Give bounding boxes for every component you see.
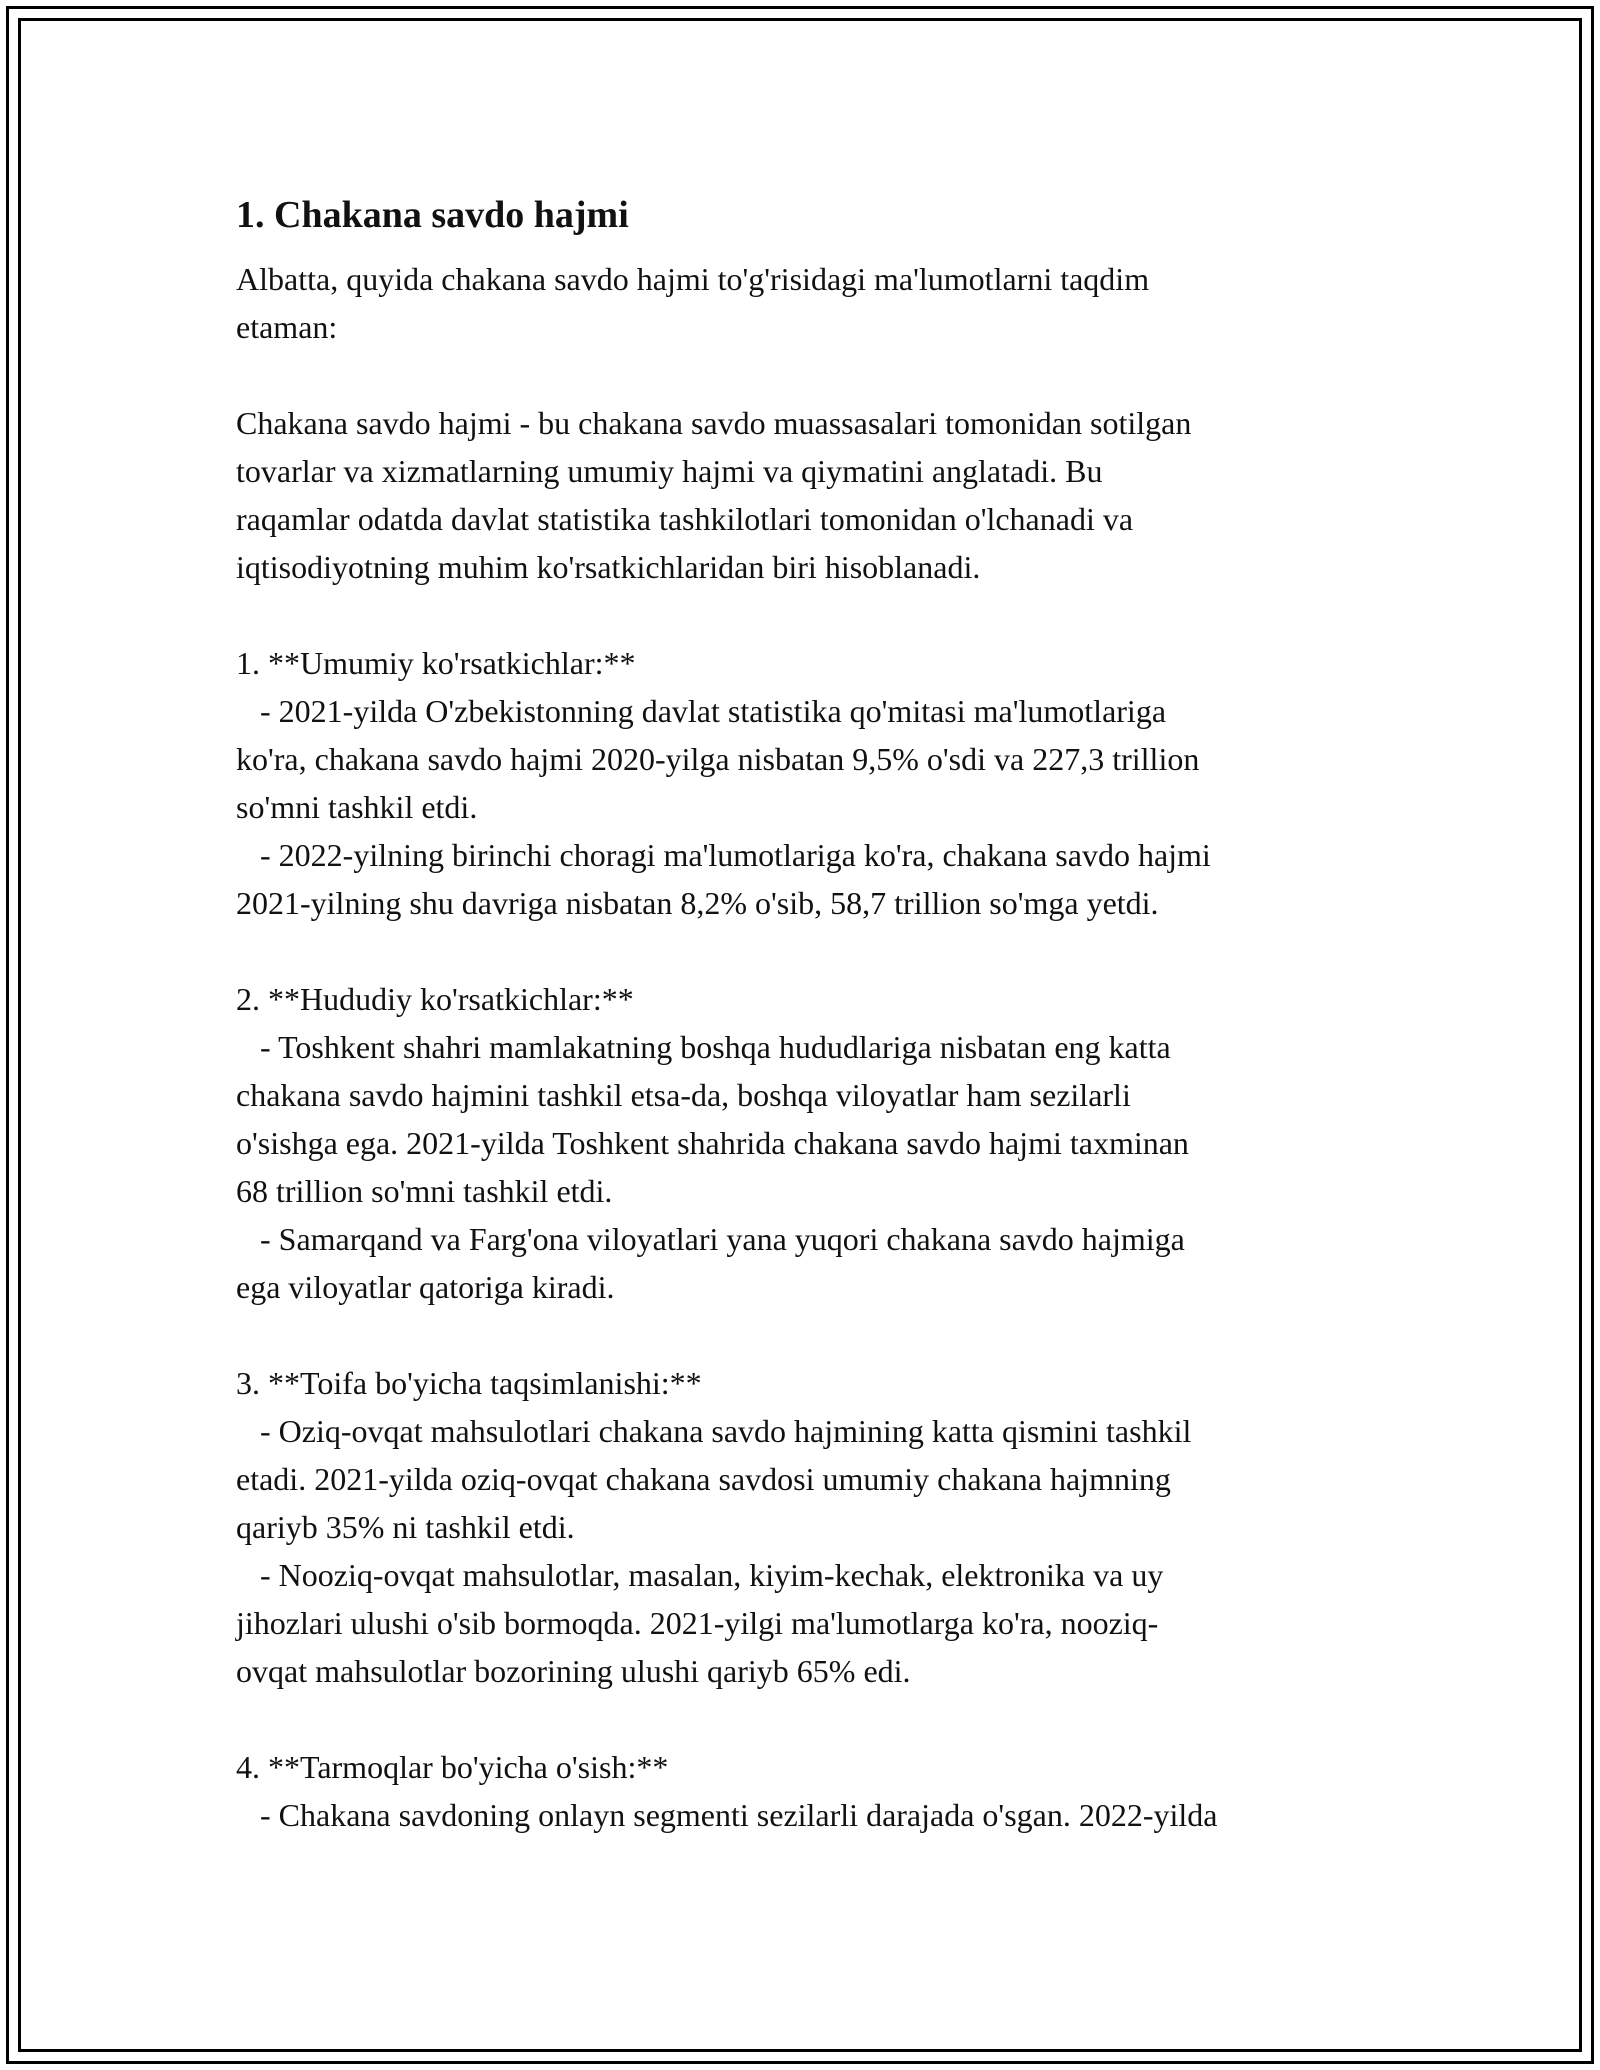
text-line: o'sishga ega. 2021-yilda Toshkent shahrida chakana savdo hajmi taxminan [236,1125,1189,1161]
text-line: 2. **Hududiy ko'rsatkichlar:** [236,981,634,1017]
text-line: iqtisodiyotning muhim ko'rsatkichlaridan biri hisoblanadi. [236,549,981,585]
text-line: - 2022-yilning birinchi choragi ma'lumotlariga ko'ra, chakana savdo hajmi [236,837,1211,873]
text-line: qariyb 35% ni tashkil etdi. [236,1509,575,1545]
text-line [236,351,1386,399]
text-line: 2021-yilning shu davriga nisbatan 8,2% o'sib, 58,7 trillion so'mga yetdi. [236,885,1159,921]
document-body [236,183,1386,1839]
text-line: etaman: [236,309,338,345]
text-line: - Samarqand va Farg'ona viloyatlari yana yuqori chakana savdo hajmiga [236,1221,1185,1257]
text-line: 1. **Umumiy ko'rsatkichlar:** [236,645,636,681]
text-line: - Chakana savdoning onlayn segmenti sezilarli darajada o'sgan. 2022-yilda [236,1797,1218,1833]
text-line: - Toshkent shahri mamlakatning boshqa hududlariga nisbatan eng katta [236,1029,1171,1065]
text-line [236,1695,1386,1743]
text-line: jihozlari ulushi o'sib bormoqda. 2021-yilgi ma'lumotlarga ko'ra, nooziq- [236,1605,1159,1641]
text-line: Chakana savdo hajmi - bu chakana savdo muassasalari tomonidan sotilgan [236,405,1192,441]
text-line: ega viloyatlar qatoriga kiradi. [236,1269,615,1305]
document-title: 1. Chakana savdo hajmi [236,194,629,236]
text-line: 3. **Toifa bo'yicha taqsimlanishi:** [236,1365,702,1401]
text-line: - 2021-yilda O'zbekistonning davlat statistika qo'mitasi ma'lumotlariga [236,693,1167,729]
text-line: 4. **Tarmoqlar bo'yicha o'sish:** [236,1749,669,1785]
text-line [236,1311,1386,1359]
text-line: ovqat mahsulotlar bozorining ulushi qariyb 65% edi. [236,1653,911,1689]
text-line: chakana savdo hajmini tashkil etsa-da, boshqa viloyatlar ham sezilarli [236,1077,1131,1113]
text-line: - Oziq-ovqat mahsulotlari chakana savdo hajmining katta qismini tashkil [236,1413,1192,1449]
text-line: ko'ra, chakana savdo hajmi 2020-yilga nisbatan 9,5% o'sdi va 227,3 trillion [236,741,1200,777]
text-line: so'mni tashkil etdi. [236,789,478,825]
text-lines [236,255,1386,1839]
text-line: 68 trillion so'mni tashkil etdi. [236,1173,613,1209]
text-line [236,927,1386,975]
text-line: etadi. 2021-yilda oziq-ovqat chakana savdosi umumiy chakana hajmning [236,1461,1171,1497]
text-line: tovarlar va xizmatlarning umumiy hajmi va qiymatini anglatadi. Bu [236,453,1103,489]
text-line: raqamlar odatda davlat statistika tashkilotlari tomonidan o'lchanadi va [236,501,1134,537]
text-line [236,591,1386,639]
text-line: Albatta, quyida chakana savdo hajmi to'g'risidagi ma'lumotlarni taqdim [236,261,1150,297]
text-line: - Nooziq-ovqat mahsulotlar, masalan, kiyim-kechak, elektronika va uy [236,1557,1164,1593]
